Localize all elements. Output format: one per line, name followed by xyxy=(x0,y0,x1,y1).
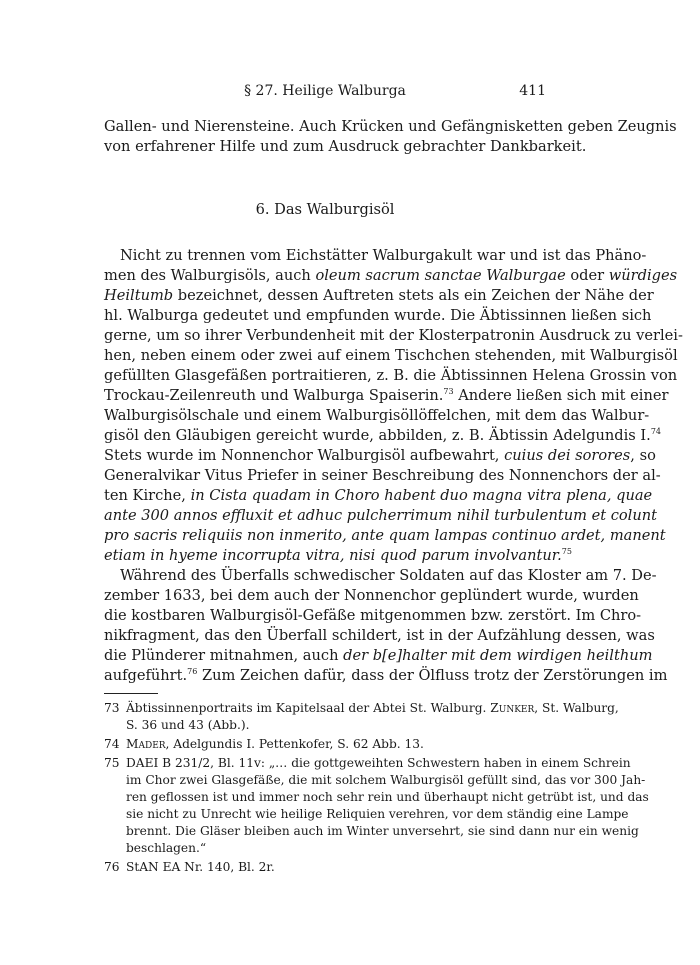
footnote-73-cont: S. 36 und 43 (Abb.). xyxy=(126,718,250,732)
footnote-75-line: im Chor zwei Glasgefäße, die mit solchem Walburgisöl gefüllt sind, das vor 300 Jah- xyxy=(126,773,646,787)
text-line: die Plünderer mitnahmen, auch der b[e]halter mit dem wirdigen heilthum xyxy=(104,647,653,664)
footnote-75-line: brennt. Die Gläser bleiben auch im Winter unversehrt, sie sind dann nur ein wenig xyxy=(126,824,639,838)
text-line: etiam in hyeme incorrupta vitra, nisi quod parum involvantur.$^{75}$ xyxy=(104,547,572,564)
footnote-75-line: sie nicht zu Unrecht wie heilige Reliquien verehren, vor dem ständig eine Lampe xyxy=(126,807,629,821)
text-line: Walburgisölschale und einem Walburgisöllöffelchen, mit dem das Walbur- xyxy=(104,407,650,424)
text-line: Während des Überfalls schwedischer Soldaten auf das Kloster am 7. De- xyxy=(120,567,657,584)
page-number: 411 xyxy=(519,83,546,99)
footnote-divider xyxy=(104,693,158,694)
footnote-ref: 76 xyxy=(187,667,198,677)
text-line: ante 300 annos effluxit et adhuc pulcherrimum nihil turbulentum et colunt xyxy=(104,507,658,524)
footnote-ref: 75 xyxy=(561,547,572,557)
text-line: gisöl den Gläubigen gereicht wurde, abbilden, z. B. Äbtissin Adelgundis I.$^{74}$ xyxy=(104,427,662,444)
text-line: aufgeführt.$^{76}$ Zum Zeichen dafür, dass der Ölfluss trotz der Zerstörungen im xyxy=(104,667,668,684)
text-line: Heiltumb bezeichnet, dessen Auftreten stets als ein Zeichen der Nähe der xyxy=(104,287,654,304)
text-line: men des Walburgisöls, auch oleum sacrum sanctae Walburgae oder würdiges xyxy=(104,267,678,284)
footnote-76: 76 StAN EA Nr. 140, Bl. 2r. xyxy=(104,860,275,874)
text-line: Stets wurde im Nonnenchor Walburgisöl aufbewahrt, cuius dei sorores, so xyxy=(104,447,656,464)
text-line: von erfahrener Hilfe und zum Ausdruck gebrachter Dankbarkeit. xyxy=(104,138,587,155)
text-line: hl. Walburga gedeutet und empfunden wurde. Die Äbtissinnen ließen sich xyxy=(104,307,652,324)
footnote-75-line: ren geflossen ist und immer noch sehr rein und überhaupt nicht getrübt ist, und das xyxy=(126,790,649,804)
footnote-ref: 74 xyxy=(650,427,662,437)
section-title: 6. Das Walburgisöl xyxy=(255,201,395,218)
footnote-73: 73 Äbtissinnenportraits im Kapitelsaal der Abtei St. Walburg. Zunker, St. Walburg, xyxy=(104,701,619,715)
text-line: Trockau-Zeilenreuth und Walburga Spaiserin.$^{73}$ Andere ließen sich mit einer xyxy=(104,387,669,404)
text-line: nikfragment, das den Überfall schildert, ist in der Aufzählung dessen, was xyxy=(104,627,655,644)
footnote-75-line: beschlagen.“ xyxy=(126,841,207,855)
text-line: Nicht zu trennen vom Eichstätter Walburgakult war und ist das Phäno- xyxy=(120,247,647,264)
text-line: gefüllten Glasgefäßen portraitieren, z. B. die Äbtissinnen Helena Grossin von xyxy=(104,367,678,384)
text-line: zember 1633, bei dem auch der Nonnenchor geplündert wurde, wurden xyxy=(104,587,639,604)
text-line: ten Kirche, in Cista quadam in Choro habent duo magna vitra plena, quae xyxy=(104,487,653,504)
text-line: pro sacris reliquiis non inmerito, ante quam lampas continuo ardet, manent xyxy=(104,527,666,544)
text-line: die kostbaren Walburgisöl-Gefäße mitgenommen bzw. zerstört. Im Chro- xyxy=(104,607,642,624)
footnote-75: 75 DAEI B 231/2, Bl. 11v: „… die gottgeweihten Schwestern haben in einem Schrein xyxy=(104,756,631,770)
text-line: Generalvikar Vitus Priefer in seiner Beschreibung des Nonnenchors der al- xyxy=(104,467,661,484)
running-title: § 27. Heilige Walburga xyxy=(244,83,406,99)
running-head xyxy=(104,83,546,107)
text-line: gerne, um so ihrer Verbundenheit mit der Klosterpatronin Ausdruck zu verlei- xyxy=(104,327,683,344)
footnote-74: 74 Mader, Adelgundis I. Pettenkofer, S. 62 Abb. 13. xyxy=(104,737,424,751)
text-line: hen, neben einem oder zwei auf einem Tischchen stehenden, mit Walburgisöl xyxy=(104,347,678,364)
text-line: Gallen- und Nierensteine. Auch Krücken und Gefängnisketten geben Zeugnis xyxy=(104,118,677,135)
footnote-ref: 73 xyxy=(443,387,454,397)
